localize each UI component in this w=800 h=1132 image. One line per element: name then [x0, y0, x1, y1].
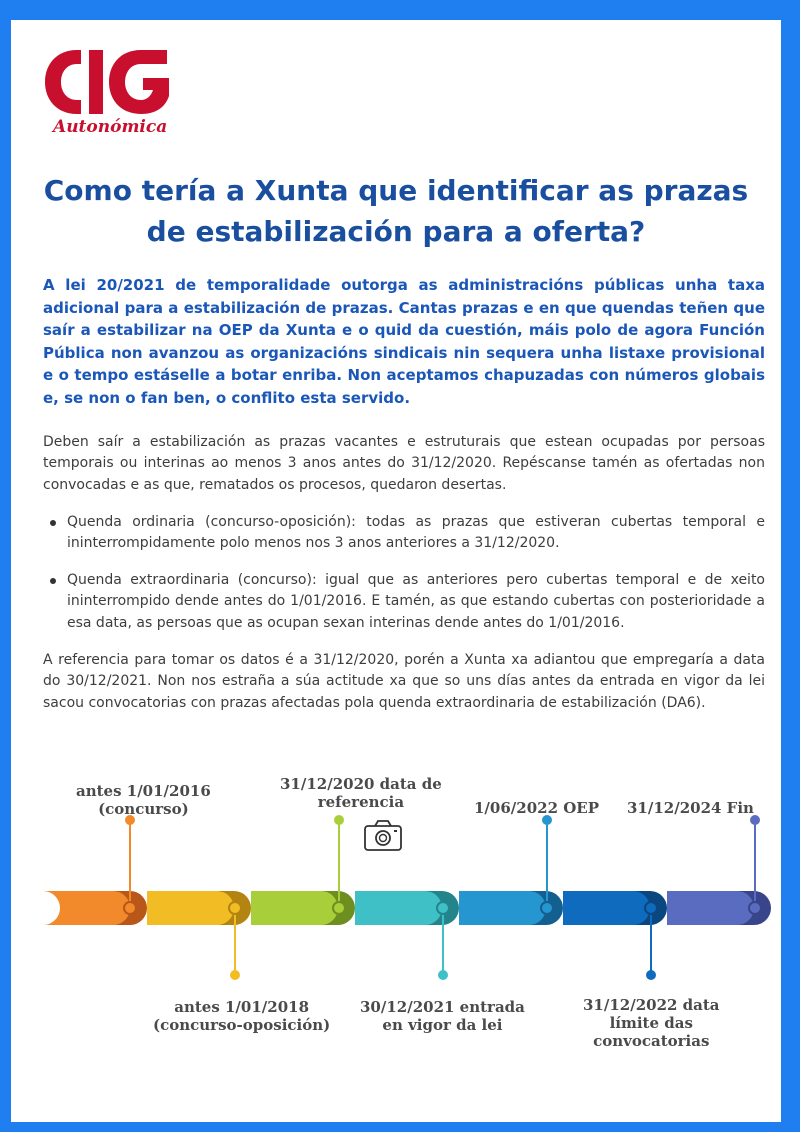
event-label-3: 31/12/2020 data de referencia [280, 775, 442, 811]
cig-logo [43, 46, 203, 146]
event-label-4: 30/12/2021 entrada en vigor da lei [360, 998, 525, 1034]
event-marker [749, 902, 761, 914]
event-label-7: 31/12/2024 Fin [627, 799, 754, 817]
event-marker [437, 902, 449, 914]
event-marker [229, 902, 241, 914]
lead-paragraph: A lei 20/2021 de temporalidade outorga as administracións públicas unha taxa adicional para a estabilización de prazas. Cantas prazas e en que quendas teñen que saír a estabilizar na OEP da Xunta e o quid da cuestión, máis polo de agora Función Pública non avanzou as organizacións sindicais nin sequera unha listaxe provisional e o tempo estáselle a botar enriba. Non aceptamos chapuzadas con números globais e, se non o fan ben, o conflito esta servido. [43, 276, 765, 407]
event-end-dot [438, 970, 448, 980]
event-label-5: 1/06/2022 OEP [474, 799, 600, 817]
event-label-1: antes 1/01/2016 (concurso) [76, 782, 211, 818]
page-title: Como tería a Xunta que identificar as prazas de estabilización para a oferta? [43, 174, 749, 248]
event-marker [124, 902, 136, 914]
bullet-item-1: Quenda ordinaria (concurso-oposición): todas as prazas que estiveran cubertas temporal e ininterrompidamente polo menos nos 3 anos anteriores a 31/12/2020. [67, 512, 765, 555]
cig-logo-mark [43, 46, 173, 118]
bullet-item-2: Quenda extraordinaria (concurso): igual que as anteriores pero cubertas temporal e de xeito ininterrompido dende antes do 1/01/2016. E tamén, as que estando cubertas con posterioridade a esa data, as persoas que as ocupan sexan interinas dende antes do 1/01/2016. [67, 570, 765, 634]
event-marker [333, 902, 345, 914]
event-marker [645, 902, 657, 914]
event-end-dot [334, 815, 344, 825]
document-page [11, 20, 781, 1122]
event-label-6: 31/12/2022 data límite das convocatorias [583, 996, 720, 1050]
event-label-2: antes 1/01/2018 (concurso-oposición) [153, 998, 331, 1034]
event-end-dot [230, 970, 240, 980]
body-paragraph-2: A referencia para tomar os datos é a 31/12/2020, porén a Xunta xa adiantou que empregaría a data do 30/12/2021. Non nos estraña a súa actitude xa que so uns días antes da entrada en vigor da lei sacou convocatorias con prazas afectadas pola quenda extraordinaria de estabilización (DA6). [43, 652, 765, 711]
event-marker [541, 902, 553, 914]
event-end-dot [646, 970, 656, 980]
logo-subtitle: Autonómica [53, 117, 168, 137]
body-paragraph-1: Deben saír a estabilización as prazas vacantes e estruturais que estean ocupadas por persoas temporais ou interinas ao menos 3 anos antes do 31/12/2020. Repéscanse tamén as ofertadas non convocadas e as que, rematados os procesos, quedaron desertas. [43, 434, 765, 493]
timeline [11, 750, 781, 1070]
camera-icon [365, 821, 401, 850]
